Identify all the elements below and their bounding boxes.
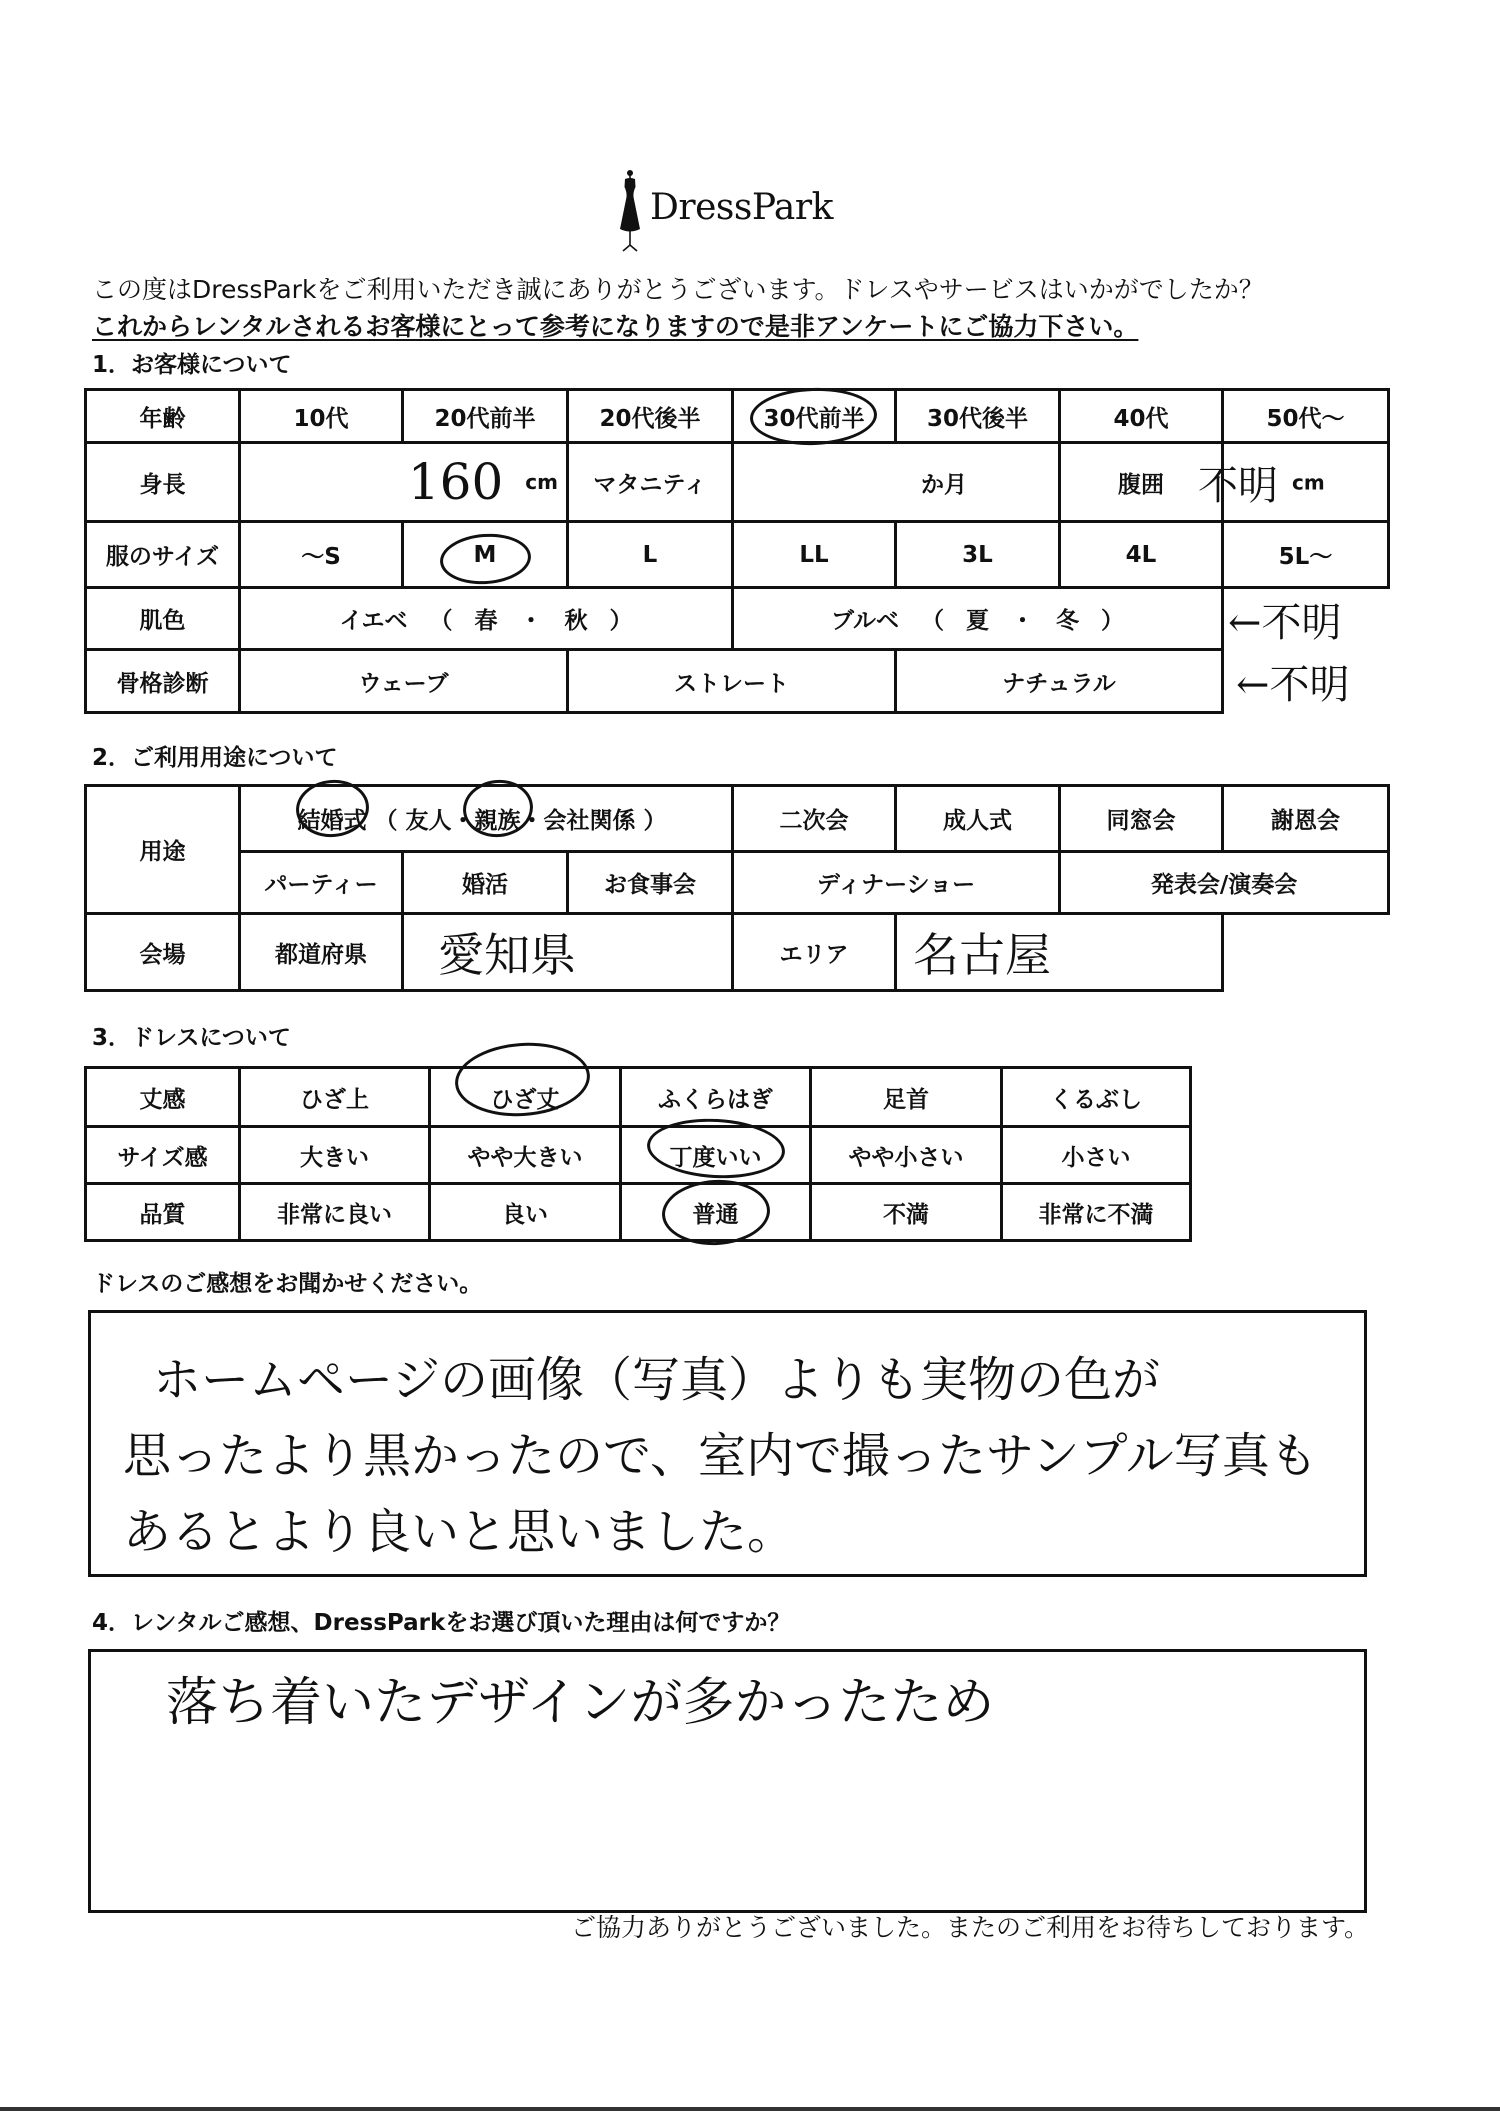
quality-option-cell — [811, 1184, 1002, 1241]
height-unit: cm — [525, 470, 558, 494]
impressions-heading: ドレスのご感想をお聞かせください。 — [92, 1271, 483, 1297]
maternity-value-cell — [733, 443, 1060, 522]
waist-unit: cm — [1292, 470, 1325, 494]
purpose-row-1 — [86, 786, 1389, 852]
quality-option: 非常に不満 — [1038, 1201, 1154, 1228]
customer-info-table — [84, 388, 1390, 714]
section1-heading: 1．お客様について — [92, 352, 292, 378]
age-option-cell — [403, 390, 568, 443]
handwritten-answer-line: ホームページの画像（写真）よりも実物の色が — [153, 1352, 1161, 1408]
age-option: 50代～ — [1266, 405, 1345, 432]
impressions-answer-box — [88, 1310, 1367, 1577]
age-label: 年齢 — [86, 390, 240, 443]
separator: ・ — [520, 808, 544, 834]
handwritten-circle-mark — [750, 385, 879, 446]
paren-close: ） — [609, 608, 633, 634]
empty-cell — [1223, 914, 1389, 991]
size-option: 4L — [1125, 541, 1157, 568]
prefecture-value: 愛知県 — [438, 928, 576, 982]
length-option-cell — [1002, 1068, 1191, 1127]
quality-option-cell — [430, 1184, 621, 1241]
intro-thanks: この度はDressParkをご利用いただき誠にありがとうございます。ドレスやサービスはいかがでしたか？ — [92, 275, 1264, 304]
age-option: 40代 — [1113, 405, 1169, 432]
paren-close: ） — [1101, 608, 1125, 634]
skin-blue-base-cell — [733, 588, 1223, 650]
skin-group-name: イエベ — [339, 608, 408, 634]
age-option: 30代前半 — [763, 400, 864, 433]
skin-note-cell — [1223, 588, 1389, 650]
fit-option: 丁度いい — [670, 1139, 762, 1172]
wedding-label: 結婚式 — [298, 802, 367, 835]
quality-row — [86, 1184, 1191, 1241]
fit-row — [86, 1127, 1191, 1184]
waist-value: 不明 — [1198, 462, 1278, 509]
purpose-option: ディナーショー — [733, 852, 1060, 914]
fit-label: サイズ感 — [86, 1127, 240, 1184]
body-type-row — [86, 650, 1389, 713]
purpose-option: お食事会 — [568, 852, 733, 914]
length-option: 足首 — [883, 1086, 929, 1113]
closing-message: ご協力ありがとうございました。またのご利用をお待ちしております。 — [571, 1913, 1370, 1942]
age-option: 20代前半 — [434, 405, 536, 432]
area-value-cell — [896, 914, 1223, 991]
age-option-cell — [733, 390, 896, 443]
waist-value-cell — [1198, 443, 1389, 522]
purpose-option: 二次会 — [733, 786, 896, 852]
dresspark-logo — [619, 168, 833, 254]
size-option: M — [474, 542, 497, 568]
purpose-row-2 — [86, 852, 1389, 914]
body-type-note-cell — [1223, 650, 1389, 713]
skin-row — [86, 588, 1389, 650]
maternity-label: マタニティ — [568, 443, 733, 522]
waist-label: 腹囲 — [1060, 443, 1223, 522]
size-option: 3L — [962, 541, 993, 568]
age-option-cell — [240, 390, 403, 443]
size-row — [86, 522, 1389, 588]
question4-answer-box — [88, 1649, 1367, 1913]
age-option: 30代後半 — [926, 405, 1028, 432]
length-row — [86, 1068, 1191, 1127]
age-option: 20代後半 — [599, 405, 701, 432]
body-type-option: ナチュラル — [896, 650, 1223, 713]
usage-table — [84, 784, 1390, 992]
age-option-cell — [1060, 390, 1223, 443]
size-option: L — [642, 541, 658, 568]
skin-handwritten-note: ←不明 — [1228, 599, 1342, 646]
handwritten-answer-line: 思ったより黒かったので、室内で撮ったサンプル写真も — [123, 1428, 1318, 1484]
wedding-cell — [240, 786, 733, 852]
handwritten-circle-mark — [452, 1038, 592, 1120]
body-type-option: ウェーブ — [240, 650, 568, 713]
body-type-label: 骨格診断 — [86, 650, 240, 713]
fit-option: 大きい — [300, 1144, 369, 1171]
prefecture-value-cell — [403, 914, 733, 991]
age-option-cell — [568, 390, 733, 443]
purpose-label: 用途 — [86, 786, 240, 914]
skin-season-option: 春 — [474, 608, 498, 634]
skin-yellow-base-cell — [240, 588, 733, 650]
quality-option: 良い — [502, 1201, 548, 1228]
size-option-cell — [568, 522, 733, 588]
area-label: エリア — [733, 914, 896, 991]
quality-option-cell — [621, 1184, 811, 1241]
length-option-cell — [430, 1068, 621, 1127]
separator: ・ — [1011, 608, 1035, 634]
section2-heading: 2．ご利用用途について — [92, 745, 338, 771]
purpose-option: 成人式 — [896, 786, 1060, 852]
body-type-option: ストレート — [568, 650, 896, 713]
section3-heading: 3．ドレスについて — [92, 1025, 291, 1051]
fit-option: やや大きい — [467, 1144, 583, 1171]
purpose-option: パーティー — [240, 852, 403, 914]
paren-open: （ — [429, 608, 453, 634]
age-option-cell — [1223, 390, 1389, 443]
fit-option-cell — [240, 1127, 430, 1184]
handwritten-circle-mark — [660, 1177, 771, 1248]
skin-season-option: 夏 — [966, 608, 990, 634]
length-option-cell — [240, 1068, 430, 1127]
purpose-option: 発表会/演奏会 — [1060, 852, 1389, 914]
height-row — [86, 443, 1389, 522]
age-option: 10代 — [293, 405, 349, 432]
size-label: 服のサイズ — [86, 522, 240, 588]
height-label: 身長 — [86, 443, 240, 522]
size-option: 5L～ — [1278, 544, 1333, 570]
paren-close: ） — [643, 808, 667, 834]
logo-text: DressPark — [650, 186, 833, 228]
length-option: ひざ上 — [300, 1086, 369, 1113]
wedding-relation-option: 友人 — [405, 808, 452, 834]
skin-label: 肌色 — [86, 588, 240, 650]
age-row — [86, 390, 1389, 443]
area-value: 名古屋 — [913, 928, 1052, 982]
fit-option: やや小さい — [848, 1144, 964, 1171]
size-option-cell — [896, 522, 1060, 588]
length-option: ふくらはぎ — [658, 1086, 773, 1113]
wedding-relation-option: 親族 — [475, 802, 521, 835]
maternity-unit: か月 — [921, 471, 967, 498]
venue-row — [86, 914, 1389, 991]
scan-edge-line — [0, 2107, 1500, 2111]
purpose-option: 同窓会 — [1060, 786, 1223, 852]
length-option: くるぶし — [1050, 1086, 1142, 1113]
separator: ・ — [451, 808, 475, 834]
size-option-cell — [1060, 522, 1223, 588]
venue-label: 会場 — [86, 914, 240, 991]
wedding-relation-option: 会社関係 — [543, 808, 636, 834]
purpose-option: 謝恩会 — [1223, 786, 1389, 852]
question4-heading: 4．レンタルご感想、DressParkをお選び頂いた理由は何ですか？ — [92, 1610, 791, 1636]
size-option: LL — [799, 541, 829, 568]
separator: ・ — [519, 608, 543, 634]
handwritten-circle-mark — [293, 777, 371, 840]
size-option-cell — [1223, 522, 1389, 588]
purpose-option: 婚活 — [403, 852, 568, 914]
fit-option: 小さい — [1061, 1144, 1131, 1171]
quality-option: 普通 — [693, 1196, 739, 1229]
handwritten-answer-line: 落ち着いたデザインが多かったため — [166, 1673, 995, 1733]
quality-label: 品質 — [86, 1184, 240, 1241]
size-option-cell — [403, 522, 568, 588]
skin-group-name: ブルベ — [830, 608, 900, 634]
prefecture-label: 都道府県 — [240, 914, 403, 991]
length-option-cell — [811, 1068, 1002, 1127]
fit-option-cell — [1002, 1127, 1191, 1184]
height-value-cell — [240, 443, 568, 522]
size-option-cell — [240, 522, 403, 588]
size-option: ～S — [301, 544, 341, 570]
paren-open: （ — [374, 808, 398, 834]
quality-option-cell — [240, 1184, 430, 1241]
paren-open: （ — [921, 608, 945, 634]
quality-option-cell — [1002, 1184, 1191, 1241]
handwritten-answer-line: あるとより良いと思いました。 — [123, 1504, 796, 1560]
fit-option-cell — [621, 1127, 811, 1184]
handwritten-circle-mark — [438, 530, 532, 586]
quality-option: 非常に良い — [277, 1201, 392, 1228]
size-option-cell — [733, 522, 896, 588]
fit-option-cell — [430, 1127, 621, 1184]
height-value: 160 — [407, 453, 504, 511]
fit-option-cell — [811, 1127, 1002, 1184]
body-type-handwritten-note: ←不明 — [1236, 661, 1350, 708]
skin-season-option: 冬 — [1056, 608, 1080, 634]
quality-option: 不満 — [883, 1201, 929, 1228]
age-option-cell — [896, 390, 1060, 443]
length-option: ひざ丈 — [491, 1081, 560, 1114]
intro-request: これからレンタルされるお客様にとって参考になりますので是非アンケートにご協力下さい。 — [92, 312, 1139, 341]
dress-form-icon — [619, 169, 641, 253]
length-label: 丈感 — [86, 1068, 240, 1127]
length-option-cell — [621, 1068, 811, 1127]
dress-rating-table — [84, 1066, 1192, 1242]
skin-season-option: 秋 — [564, 608, 588, 634]
